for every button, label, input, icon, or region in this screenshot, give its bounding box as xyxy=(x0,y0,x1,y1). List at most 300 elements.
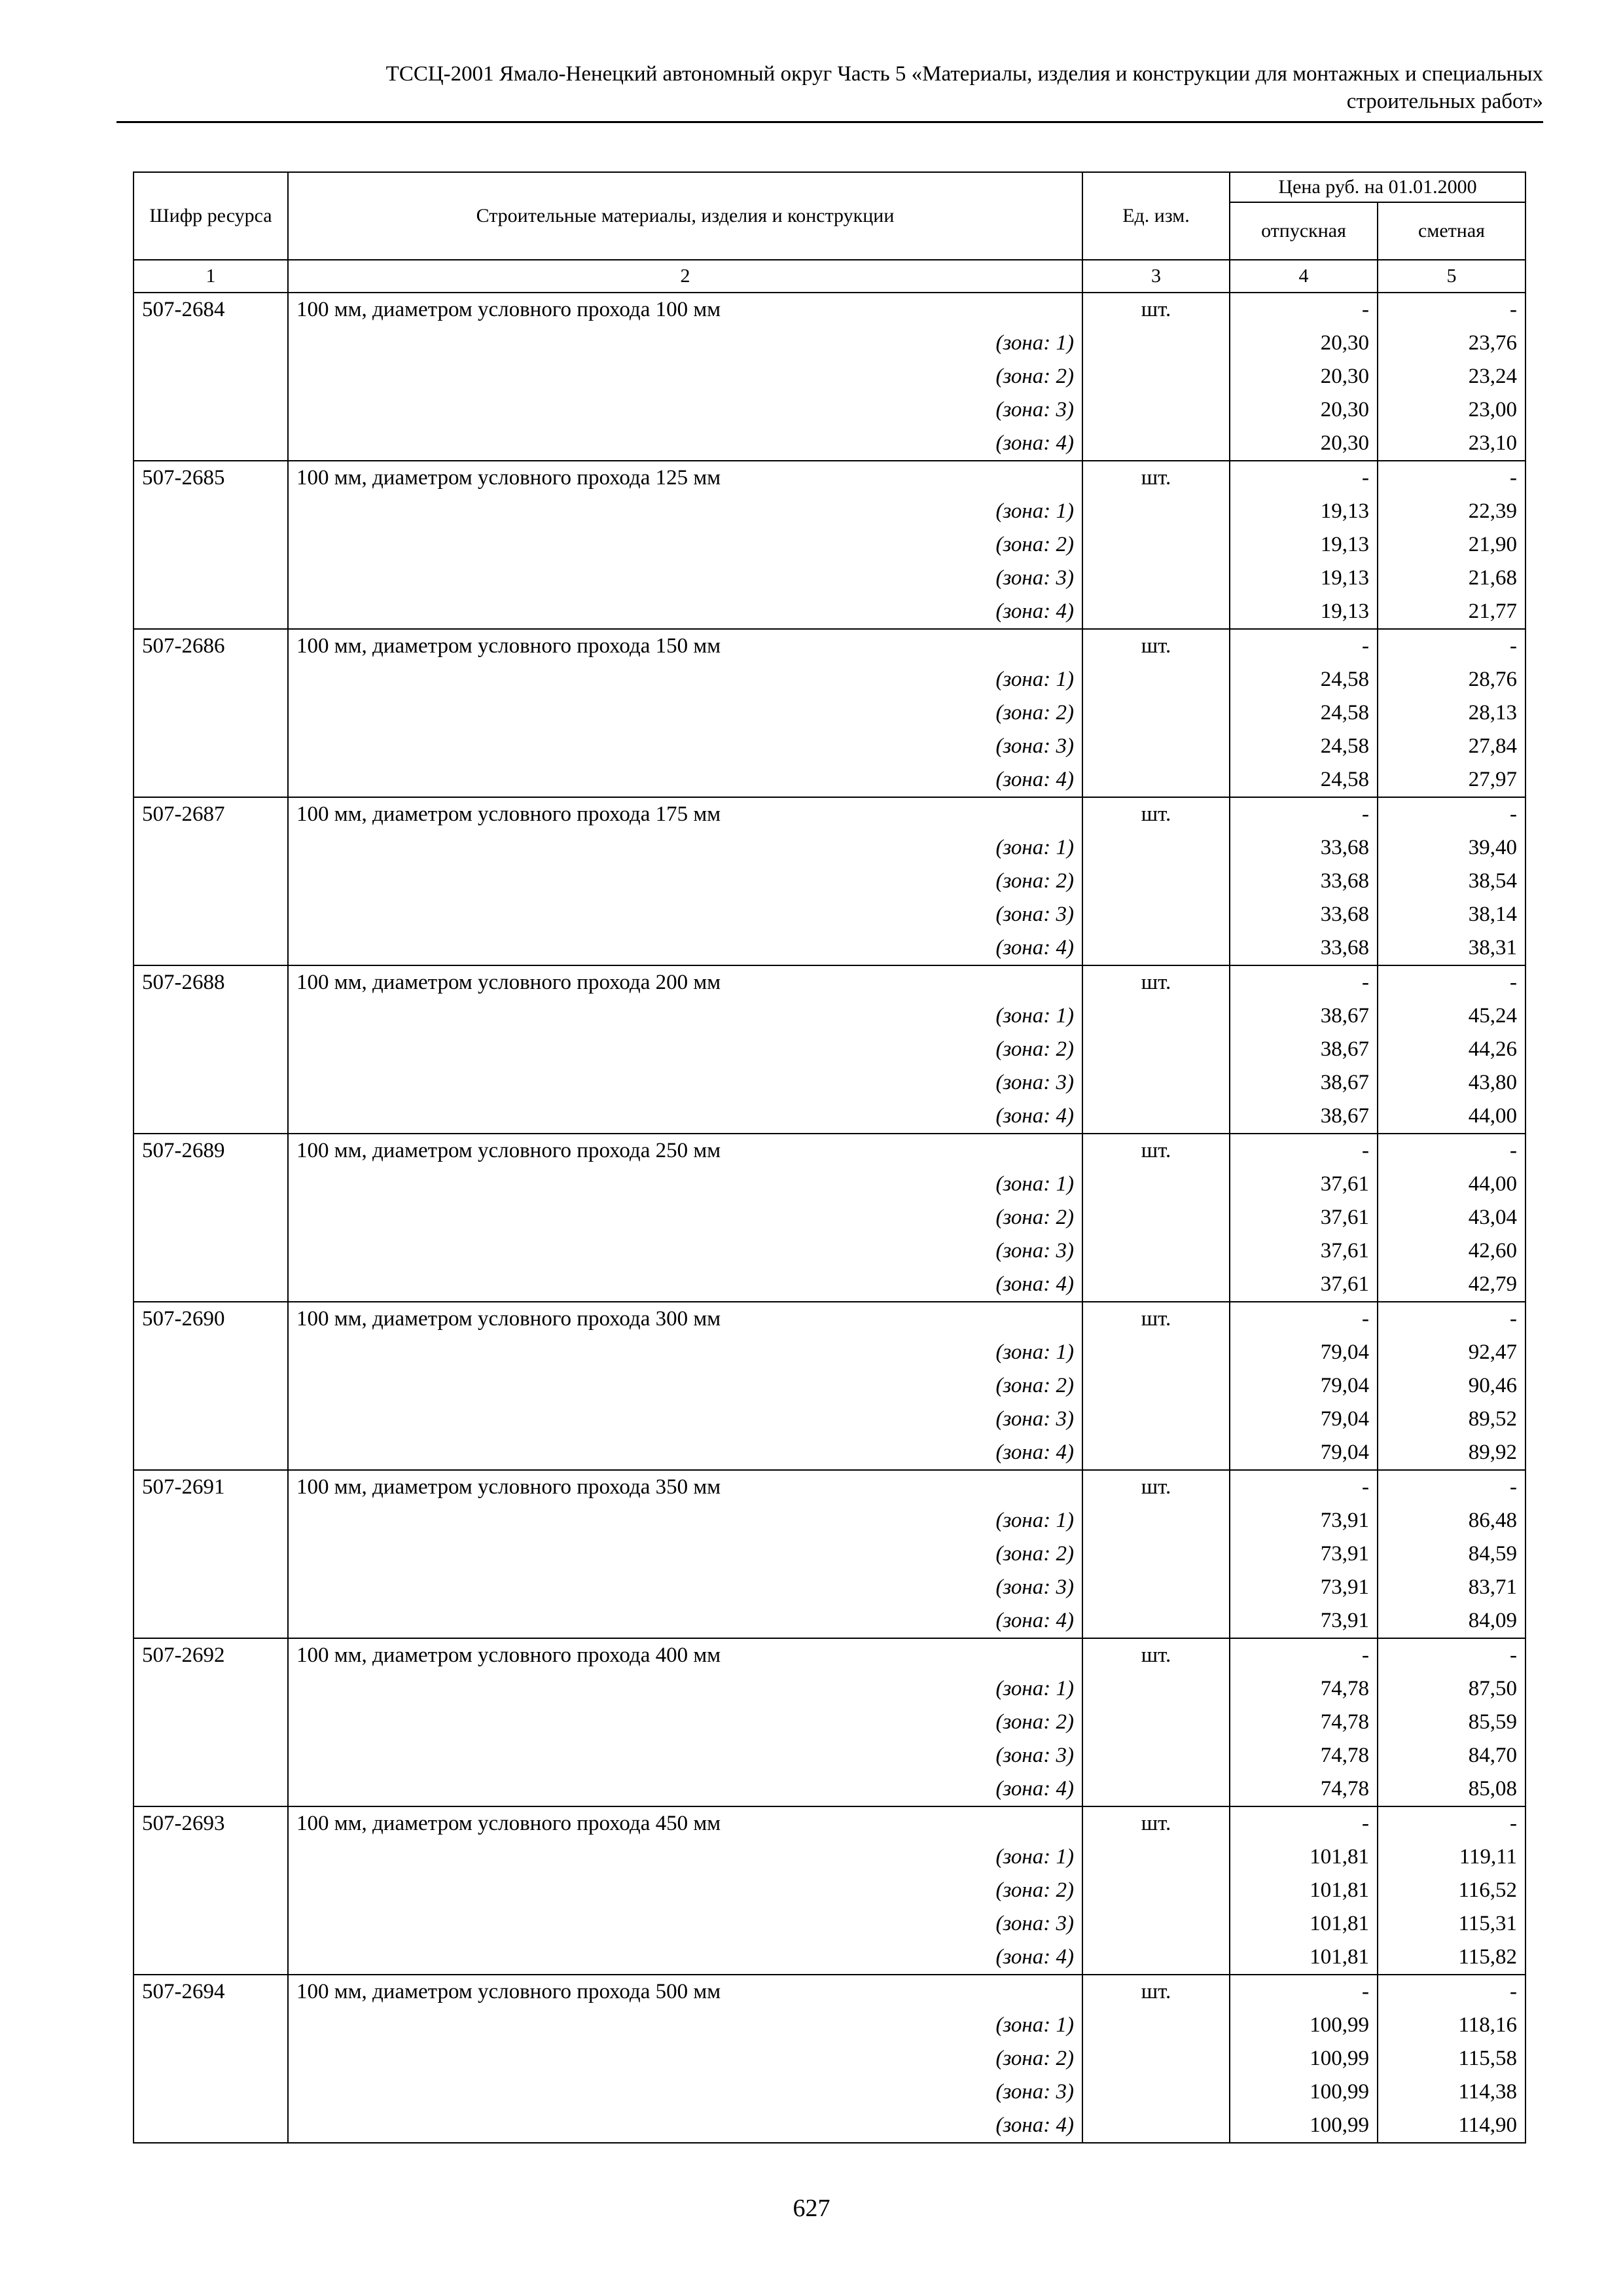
empty-cell xyxy=(134,427,288,461)
empty-cell xyxy=(1082,1840,1230,1874)
column-number: 1 xyxy=(134,260,288,293)
empty-cell xyxy=(134,898,288,931)
zone-estimate-price: 43,04 xyxy=(1378,1201,1525,1234)
empty-cell xyxy=(1082,1268,1230,1302)
zone-row xyxy=(134,1201,1525,1234)
zone-label: (зона: 1) xyxy=(288,1672,1082,1706)
empty-cell xyxy=(134,1537,288,1571)
zone-label: (зона: 3) xyxy=(288,562,1082,595)
zone-row xyxy=(134,898,1525,931)
column-header-price: Цена руб. на 01.01.2000 xyxy=(1230,172,1525,202)
zone-label: (зона: 4) xyxy=(288,1772,1082,1806)
zone-release-price: 101,81 xyxy=(1230,1840,1378,1874)
column-header-release: отпускная xyxy=(1230,202,1378,260)
empty-cell xyxy=(134,865,288,898)
zone-release-price: 19,13 xyxy=(1230,595,1378,629)
empty-cell xyxy=(134,2009,288,2042)
empty-cell xyxy=(134,595,288,629)
empty-cell xyxy=(134,1739,288,1772)
zone-estimate-price: 42,79 xyxy=(1378,1268,1525,1302)
zone-label: (зона: 3) xyxy=(288,1907,1082,1941)
table-row xyxy=(134,293,1525,327)
zone-estimate-price: 118,16 xyxy=(1378,2009,1525,2042)
zone-row xyxy=(134,1403,1525,1436)
empty-cell xyxy=(134,1033,288,1066)
release-price: - xyxy=(1230,1975,1378,2009)
zone-row xyxy=(134,528,1525,562)
zone-release-price: 24,58 xyxy=(1230,696,1378,730)
table-row xyxy=(134,1134,1525,1168)
empty-cell xyxy=(1082,663,1230,696)
zone-label: (зона: 1) xyxy=(288,1168,1082,1201)
zone-estimate-price: 92,47 xyxy=(1378,1336,1525,1369)
empty-cell xyxy=(134,393,288,427)
empty-cell xyxy=(134,1874,288,1907)
zone-release-price: 38,67 xyxy=(1230,1100,1378,1134)
unit-cell: шт. xyxy=(1082,1638,1230,1672)
page-header xyxy=(116,60,1543,115)
zone-release-price: 73,91 xyxy=(1230,1571,1378,1604)
release-price: - xyxy=(1230,1638,1378,1672)
zone-estimate-price: 28,13 xyxy=(1378,696,1525,730)
zone-label: (зона: 2) xyxy=(288,1874,1082,1907)
zone-estimate-price: 27,97 xyxy=(1378,763,1525,797)
zone-estimate-price: 23,00 xyxy=(1378,393,1525,427)
zone-estimate-price: 87,50 xyxy=(1378,1672,1525,1706)
empty-cell xyxy=(134,1672,288,1706)
zone-label: (зона: 4) xyxy=(288,1268,1082,1302)
zone-release-price: 38,67 xyxy=(1230,999,1378,1033)
empty-cell xyxy=(134,1234,288,1268)
empty-cell xyxy=(1082,999,1230,1033)
zone-row xyxy=(134,1571,1525,1604)
resource-code: 507-2688 xyxy=(134,965,288,999)
zone-estimate-price: 38,31 xyxy=(1378,931,1525,965)
empty-cell xyxy=(1082,1201,1230,1234)
zone-estimate-price: 114,38 xyxy=(1378,2075,1525,2109)
release-price: - xyxy=(1230,1302,1378,1336)
zone-estimate-price: 21,90 xyxy=(1378,528,1525,562)
zone-row xyxy=(134,1604,1525,1638)
zone-estimate-price: 89,52 xyxy=(1378,1403,1525,1436)
resource-code: 507-2687 xyxy=(134,797,288,831)
table-row xyxy=(134,1806,1525,1840)
zone-release-price: 73,91 xyxy=(1230,1537,1378,1571)
resource-name: 100 мм, диаметром условного прохода 350 мм xyxy=(288,1470,1082,1504)
zone-label: (зона: 4) xyxy=(288,763,1082,797)
zone-estimate-price: 45,24 xyxy=(1378,999,1525,1033)
unit-cell: шт. xyxy=(1082,1806,1230,1840)
zone-estimate-price: 27,84 xyxy=(1378,730,1525,763)
zone-row xyxy=(134,1436,1525,1470)
zone-row xyxy=(134,1100,1525,1134)
zone-label: (зона: 1) xyxy=(288,495,1082,528)
zone-label: (зона: 4) xyxy=(288,427,1082,461)
empty-cell xyxy=(134,1168,288,1201)
zone-label: (зона: 1) xyxy=(288,1336,1082,1369)
zone-row xyxy=(134,1772,1525,1806)
zone-estimate-price: 115,31 xyxy=(1378,1907,1525,1941)
release-price: - xyxy=(1230,1134,1378,1168)
empty-cell xyxy=(1082,1772,1230,1806)
column-header-estimate: сметная xyxy=(1378,202,1525,260)
zone-label: (зона: 3) xyxy=(288,1234,1082,1268)
table-row xyxy=(134,965,1525,999)
resource-name: 100 мм, диаметром условного прохода 150 мм xyxy=(288,629,1082,663)
empty-cell xyxy=(1082,327,1230,360)
zone-estimate-price: 38,54 xyxy=(1378,865,1525,898)
estimate-price: - xyxy=(1378,293,1525,327)
zone-row xyxy=(134,595,1525,629)
zone-row xyxy=(134,763,1525,797)
resource-name: 100 мм, диаметром условного прохода 450 мм xyxy=(288,1806,1082,1840)
empty-cell xyxy=(1082,595,1230,629)
empty-cell xyxy=(134,562,288,595)
empty-cell xyxy=(1082,1604,1230,1638)
zone-label: (зона: 4) xyxy=(288,1604,1082,1638)
zone-label: (зона: 4) xyxy=(288,2109,1082,2143)
zone-release-price: 100,99 xyxy=(1230,2075,1378,2109)
zone-row xyxy=(134,2075,1525,2109)
zone-release-price: 79,04 xyxy=(1230,1369,1378,1403)
empty-cell xyxy=(1082,1066,1230,1100)
zone-row xyxy=(134,360,1525,393)
zone-estimate-price: 23,24 xyxy=(1378,360,1525,393)
empty-cell xyxy=(134,1571,288,1604)
resource-name: 100 мм, диаметром условного прохода 175 мм xyxy=(288,797,1082,831)
empty-cell xyxy=(134,1268,288,1302)
empty-cell xyxy=(1082,898,1230,931)
empty-cell xyxy=(134,696,288,730)
zone-release-price: 79,04 xyxy=(1230,1403,1378,1436)
unit-cell: шт. xyxy=(1082,1470,1230,1504)
unit-cell: шт. xyxy=(1082,797,1230,831)
zone-release-price: 37,61 xyxy=(1230,1234,1378,1268)
empty-cell xyxy=(134,1201,288,1234)
zone-estimate-price: 114,90 xyxy=(1378,2109,1525,2143)
zone-estimate-price: 44,26 xyxy=(1378,1033,1525,1066)
empty-cell xyxy=(1082,562,1230,595)
resource-name: 100 мм, диаметром условного прохода 125 мм xyxy=(288,461,1082,495)
column-header-unit: Ед. изм. xyxy=(1082,172,1230,260)
estimate-price: - xyxy=(1378,1470,1525,1504)
resource-code: 507-2685 xyxy=(134,461,288,495)
empty-cell xyxy=(1082,2075,1230,2109)
empty-cell xyxy=(1082,427,1230,461)
zone-estimate-price: 44,00 xyxy=(1378,1168,1525,1201)
zone-label: (зона: 2) xyxy=(288,528,1082,562)
resource-code: 507-2691 xyxy=(134,1470,288,1504)
empty-cell xyxy=(134,763,288,797)
column-number: 4 xyxy=(1230,260,1378,293)
unit-cell: шт. xyxy=(1082,1975,1230,2009)
empty-cell xyxy=(134,1336,288,1369)
column-number: 5 xyxy=(1378,260,1525,293)
estimate-price: - xyxy=(1378,1975,1525,2009)
zone-row xyxy=(134,865,1525,898)
zone-estimate-price: 90,46 xyxy=(1378,1369,1525,1403)
zone-label: (зона: 1) xyxy=(288,327,1082,360)
zone-row xyxy=(134,1537,1525,1571)
zone-release-price: 33,68 xyxy=(1230,831,1378,865)
empty-cell xyxy=(134,2075,288,2109)
empty-cell xyxy=(1082,931,1230,965)
zone-label: (зона: 2) xyxy=(288,865,1082,898)
table-row xyxy=(134,1470,1525,1504)
zone-label: (зона: 3) xyxy=(288,393,1082,427)
zone-row xyxy=(134,730,1525,763)
column-number: 3 xyxy=(1082,260,1230,293)
zone-label: (зона: 1) xyxy=(288,2009,1082,2042)
zone-label: (зона: 2) xyxy=(288,1201,1082,1234)
zone-row xyxy=(134,1336,1525,1369)
empty-cell xyxy=(134,663,288,696)
zone-label: (зона: 1) xyxy=(288,1840,1082,1874)
resource-price-table xyxy=(133,171,1526,2144)
empty-cell xyxy=(1082,360,1230,393)
resource-name: 100 мм, диаметром условного прохода 400 мм xyxy=(288,1638,1082,1672)
resource-name: 100 мм, диаметром условного прохода 100 мм xyxy=(288,293,1082,327)
zone-estimate-price: 21,68 xyxy=(1378,562,1525,595)
zone-estimate-price: 42,60 xyxy=(1378,1234,1525,1268)
empty-cell xyxy=(134,1504,288,1537)
zone-estimate-price: 44,00 xyxy=(1378,1100,1525,1134)
zone-row xyxy=(134,1706,1525,1739)
zone-estimate-price: 28,76 xyxy=(1378,663,1525,696)
zone-estimate-price: 85,08 xyxy=(1378,1772,1525,1806)
zone-release-price: 79,04 xyxy=(1230,1336,1378,1369)
zone-release-price: 100,99 xyxy=(1230,2109,1378,2143)
zone-release-price: 101,81 xyxy=(1230,1874,1378,1907)
zone-row xyxy=(134,663,1525,696)
empty-cell xyxy=(134,1772,288,1806)
zone-release-price: 73,91 xyxy=(1230,1504,1378,1537)
empty-cell xyxy=(134,831,288,865)
zone-row xyxy=(134,327,1525,360)
zone-row xyxy=(134,1941,1525,1975)
resource-name: 100 мм, диаметром условного прохода 200 мм xyxy=(288,965,1082,999)
column-number: 2 xyxy=(288,260,1082,293)
zone-row xyxy=(134,931,1525,965)
empty-cell xyxy=(134,327,288,360)
empty-cell xyxy=(134,1604,288,1638)
resource-code: 507-2694 xyxy=(134,1975,288,2009)
zone-row xyxy=(134,1033,1525,1066)
empty-cell xyxy=(134,1941,288,1975)
empty-cell xyxy=(134,1369,288,1403)
estimate-price: - xyxy=(1378,629,1525,663)
zone-row xyxy=(134,831,1525,865)
zone-estimate-price: 21,77 xyxy=(1378,595,1525,629)
empty-cell xyxy=(134,999,288,1033)
zone-estimate-price: 23,76 xyxy=(1378,327,1525,360)
empty-cell xyxy=(1082,1537,1230,1571)
estimate-price: - xyxy=(1378,1134,1525,1168)
empty-cell xyxy=(1082,1100,1230,1134)
zone-label: (зона: 1) xyxy=(288,1504,1082,1537)
zone-estimate-price: 23,10 xyxy=(1378,427,1525,461)
zone-label: (зона: 1) xyxy=(288,831,1082,865)
unit-cell: шт. xyxy=(1082,1302,1230,1336)
zone-label: (зона: 1) xyxy=(288,999,1082,1033)
zone-release-price: 20,30 xyxy=(1230,393,1378,427)
zone-release-price: 74,78 xyxy=(1230,1772,1378,1806)
empty-cell xyxy=(1082,1033,1230,1066)
estimate-price: - xyxy=(1378,1302,1525,1336)
zone-label: (зона: 4) xyxy=(288,595,1082,629)
zone-release-price: 37,61 xyxy=(1230,1268,1378,1302)
empty-cell xyxy=(134,495,288,528)
resource-code: 507-2690 xyxy=(134,1302,288,1336)
zone-release-price: 100,99 xyxy=(1230,2009,1378,2042)
zone-row xyxy=(134,393,1525,427)
zone-release-price: 33,68 xyxy=(1230,931,1378,965)
zone-label: (зона: 3) xyxy=(288,898,1082,931)
zone-release-price: 33,68 xyxy=(1230,865,1378,898)
zone-label: (зона: 2) xyxy=(288,2042,1082,2075)
zone-label: (зона: 1) xyxy=(288,663,1082,696)
zone-row xyxy=(134,999,1525,1033)
empty-cell xyxy=(1082,2109,1230,2143)
zone-label: (зона: 2) xyxy=(288,696,1082,730)
unit-cell: шт. xyxy=(1082,293,1230,327)
zone-estimate-price: 85,59 xyxy=(1378,1706,1525,1739)
zone-row xyxy=(134,2009,1525,2042)
zone-label: (зона: 3) xyxy=(288,1403,1082,1436)
zone-estimate-price: 39,40 xyxy=(1378,831,1525,865)
table-row xyxy=(134,629,1525,663)
empty-cell xyxy=(134,931,288,965)
table-row xyxy=(134,797,1525,831)
zone-row xyxy=(134,1907,1525,1941)
zone-release-price: 73,91 xyxy=(1230,1604,1378,1638)
empty-cell xyxy=(1082,1907,1230,1941)
empty-cell xyxy=(1082,1706,1230,1739)
zone-row xyxy=(134,495,1525,528)
table-body xyxy=(134,293,1525,2143)
unit-cell: шт. xyxy=(1082,965,1230,999)
empty-cell xyxy=(134,730,288,763)
zone-release-price: 37,61 xyxy=(1230,1168,1378,1201)
table-row xyxy=(134,1975,1525,2009)
estimate-price: - xyxy=(1378,461,1525,495)
empty-cell xyxy=(1082,831,1230,865)
zone-label: (зона: 3) xyxy=(288,1739,1082,1772)
zone-label: (зона: 3) xyxy=(288,1066,1082,1100)
zone-row xyxy=(134,1840,1525,1874)
empty-cell xyxy=(1082,495,1230,528)
zone-release-price: 79,04 xyxy=(1230,1436,1378,1470)
release-price: - xyxy=(1230,293,1378,327)
zone-label: (зона: 4) xyxy=(288,1941,1082,1975)
resource-name: 100 мм, диаметром условного прохода 500 мм xyxy=(288,1975,1082,2009)
zone-release-price: 24,58 xyxy=(1230,730,1378,763)
empty-cell xyxy=(1082,763,1230,797)
page-number: 627 xyxy=(793,2195,830,2222)
empty-cell xyxy=(1082,528,1230,562)
zone-label: (зона: 2) xyxy=(288,1033,1082,1066)
zone-release-price: 33,68 xyxy=(1230,898,1378,931)
zone-release-price: 20,30 xyxy=(1230,327,1378,360)
zone-estimate-price: 43,80 xyxy=(1378,1066,1525,1100)
zone-row xyxy=(134,427,1525,461)
zone-release-price: 20,30 xyxy=(1230,427,1378,461)
empty-cell xyxy=(1082,1403,1230,1436)
header-line-2: строительных работ» xyxy=(1346,90,1543,113)
column-header-code: Шифр ресурса xyxy=(134,172,288,260)
zone-row xyxy=(134,1369,1525,1403)
release-price: - xyxy=(1230,1470,1378,1504)
column-header-name: Строительные материалы, изделия и конструкции xyxy=(288,172,1082,260)
zone-release-price: 100,99 xyxy=(1230,2042,1378,2075)
empty-cell xyxy=(134,1403,288,1436)
empty-cell xyxy=(1082,1874,1230,1907)
zone-label: (зона: 4) xyxy=(288,931,1082,965)
zone-label: (зона: 4) xyxy=(288,1100,1082,1134)
empty-cell xyxy=(1082,1168,1230,1201)
table-row xyxy=(134,1638,1525,1672)
zone-row xyxy=(134,2042,1525,2075)
resource-code: 507-2692 xyxy=(134,1638,288,1672)
zone-row xyxy=(134,2109,1525,2143)
resource-name: 100 мм, диаметром условного прохода 300 мм xyxy=(288,1302,1082,1336)
zone-row xyxy=(134,1672,1525,1706)
zone-estimate-price: 38,14 xyxy=(1378,898,1525,931)
zone-release-price: 74,78 xyxy=(1230,1706,1378,1739)
empty-cell xyxy=(1082,1504,1230,1537)
estimate-price: - xyxy=(1378,797,1525,831)
empty-cell xyxy=(134,360,288,393)
empty-cell xyxy=(1082,865,1230,898)
empty-cell xyxy=(134,1100,288,1134)
unit-cell: шт. xyxy=(1082,461,1230,495)
zone-release-price: 19,13 xyxy=(1230,495,1378,528)
empty-cell xyxy=(134,528,288,562)
empty-cell xyxy=(1082,1234,1230,1268)
zone-release-price: 74,78 xyxy=(1230,1672,1378,1706)
zone-estimate-price: 116,52 xyxy=(1378,1874,1525,1907)
zone-estimate-price: 22,39 xyxy=(1378,495,1525,528)
table-row xyxy=(134,461,1525,495)
empty-cell xyxy=(1082,1436,1230,1470)
zone-release-price: 24,58 xyxy=(1230,763,1378,797)
empty-cell xyxy=(1082,696,1230,730)
empty-cell xyxy=(134,2109,288,2143)
zone-label: (зона: 2) xyxy=(288,360,1082,393)
resource-code: 507-2684 xyxy=(134,293,288,327)
zone-estimate-price: 119,11 xyxy=(1378,1840,1525,1874)
estimate-price: - xyxy=(1378,965,1525,999)
empty-cell xyxy=(134,1436,288,1470)
zone-estimate-price: 115,58 xyxy=(1378,2042,1525,2075)
estimate-price: - xyxy=(1378,1806,1525,1840)
resource-name: 100 мм, диаметром условного прохода 250 мм xyxy=(288,1134,1082,1168)
zone-label: (зона: 3) xyxy=(288,1571,1082,1604)
resource-code: 507-2686 xyxy=(134,629,288,663)
zone-estimate-price: 115,82 xyxy=(1378,1941,1525,1975)
zone-estimate-price: 84,09 xyxy=(1378,1604,1525,1638)
zone-row xyxy=(134,1874,1525,1907)
release-price: - xyxy=(1230,965,1378,999)
zone-label: (зона: 3) xyxy=(288,2075,1082,2109)
resource-code: 507-2689 xyxy=(134,1134,288,1168)
estimate-price: - xyxy=(1378,1638,1525,1672)
zone-row xyxy=(134,1168,1525,1201)
release-price: - xyxy=(1230,1806,1378,1840)
zone-estimate-price: 86,48 xyxy=(1378,1504,1525,1537)
zone-release-price: 20,30 xyxy=(1230,360,1378,393)
zone-release-price: 37,61 xyxy=(1230,1201,1378,1234)
